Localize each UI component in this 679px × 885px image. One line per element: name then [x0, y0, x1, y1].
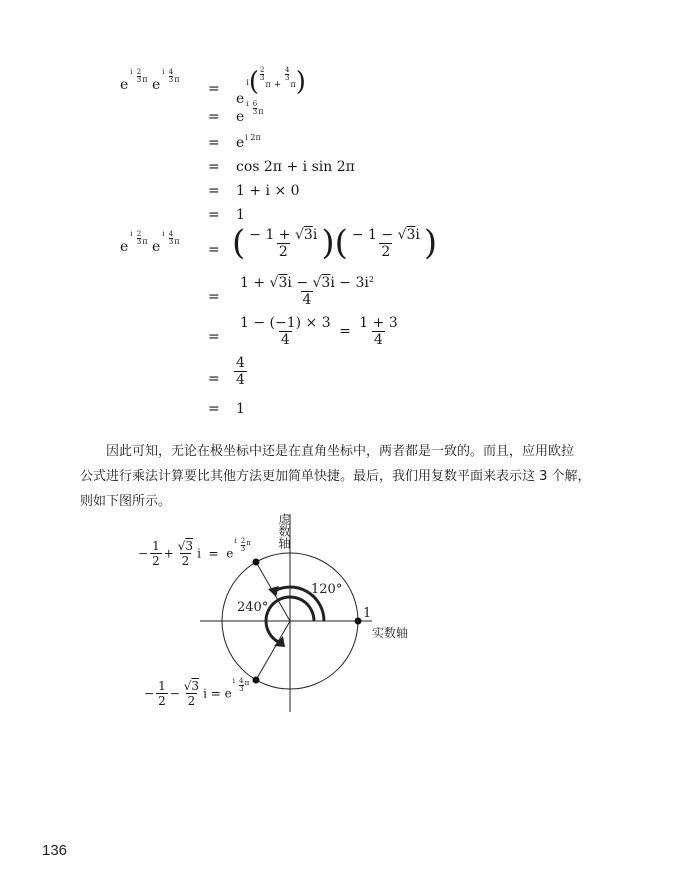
paragraph-line-1: 因此可知，无论在极坐标中还是在直角坐标中，两者都是一致的。而且，应用欧拉	[106, 444, 575, 459]
eq2-equals-1: =	[208, 242, 220, 258]
eq1-equals-2: =	[208, 109, 220, 125]
paragraph-line-3: 则如下图所示。	[80, 494, 172, 509]
eq1-equals-3: =	[208, 135, 220, 151]
imaginary-axis-label: 虚数轴	[277, 513, 291, 549]
real-axis-label: 实数轴	[372, 626, 409, 640]
eq2-line-1: ( $\frac{- 1 + √3i}{2}$ )( $\frac{- 1 - √3i}{2}$ )	[232, 223, 438, 263]
radius-240	[256, 621, 290, 680]
eq1-equals-1: =	[208, 81, 220, 97]
eq1-line-2: ei $\frac{6}{3}$ $^\pi$	[236, 100, 264, 125]
angle-120-label: 120°	[311, 582, 343, 597]
eq2-equals-2: =	[208, 289, 220, 305]
eq1-line-5: 1 + i × 0	[236, 183, 300, 199]
eq2-equals-5: =	[208, 401, 220, 417]
lower-point-label: − $\frac{1}{2}$ − $\frac{√3}{2}$ i = ei $\frac{4}{3}$ $^\pi$	[144, 677, 250, 708]
arc-120-arrowhead	[268, 586, 279, 597]
eq2-equals-4: =	[208, 371, 220, 387]
eq2-equals-3: =	[208, 329, 220, 345]
point-one	[355, 618, 362, 625]
eq1-line-3: $e^{i 2\pi}$	[236, 133, 261, 151]
point-lower	[253, 677, 260, 684]
paragraph-line-2: 公式进行乘法计算要比其他方法更加简单快捷。最后，我们用复数平面来表示这 3 个解，	[80, 469, 591, 484]
eq2-lhs: ei $\frac{2}{3}$ $^\pi$ ei $\frac{4}{3}$ $^\pi$	[120, 230, 180, 255]
eq1-equals-6: =	[208, 207, 220, 223]
point-one-label: 1	[363, 606, 372, 621]
eq1-equals-4: =	[208, 159, 220, 175]
eq1-line-6: 1	[236, 207, 245, 223]
page-number: 136	[42, 842, 68, 859]
eq2-line-5: 1	[236, 401, 245, 417]
upper-point-label: − $\frac{1}{2}$ + $\frac{√3}{2}$ i = ei $\frac{2}{3}$ $^\pi$	[138, 537, 251, 568]
eq1-equals-5: =	[208, 183, 220, 199]
eq1-line-1: $e^i$( $\frac{2}{3}$ $^\pi$ + $\frac{4}{3}$ $^\pi$)	[236, 66, 306, 107]
angle-240-label: 240°	[237, 600, 269, 615]
eq2-line-3: $\frac{1 - (-1) \times 3}{4}$ = $\frac{1 + 3}{4}$	[240, 315, 398, 348]
eq2-line-2: $\frac{1 + √3i - √3i - 3i^2}{4}$	[240, 275, 374, 308]
eq1-line-4: cos 2π + i sin 2π	[236, 159, 355, 175]
eq1-lhs: ei $\frac{2}{3}$ $^\pi$ ei $\frac{4}{3}$ $^\pi$	[120, 68, 180, 93]
eq2-line-4: $\frac{4}{4}$	[236, 355, 245, 388]
point-upper	[253, 559, 260, 566]
